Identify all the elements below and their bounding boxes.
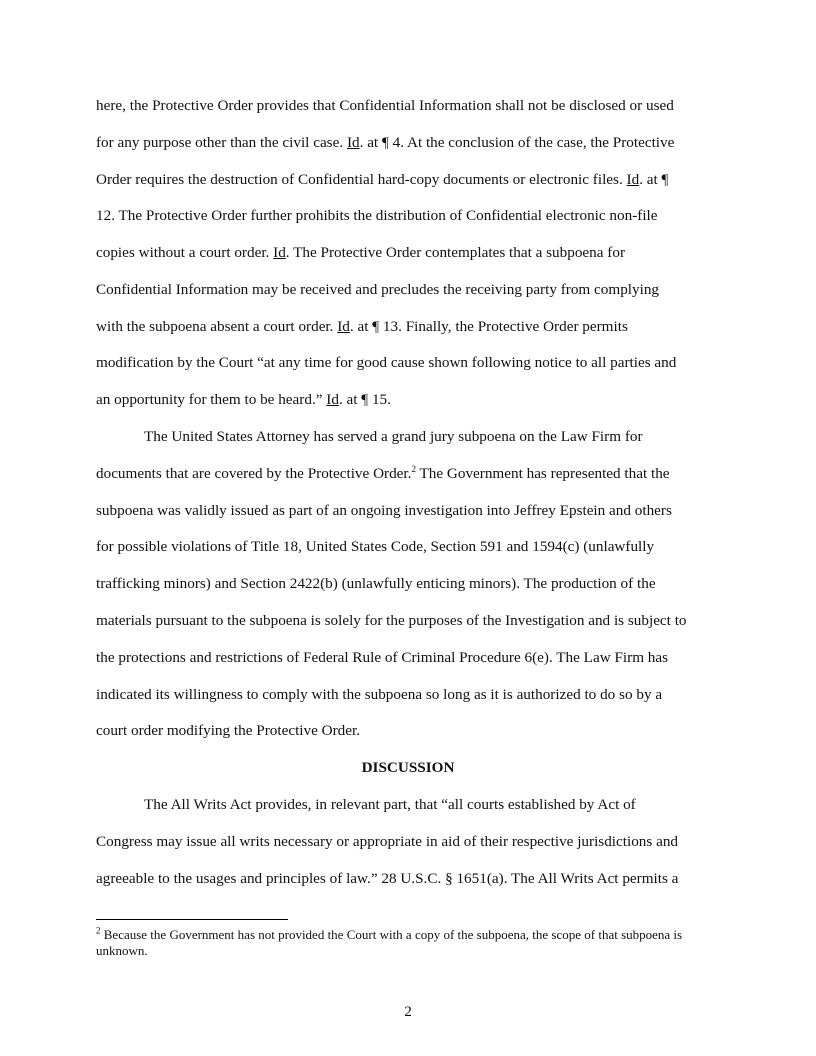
body-line: court order modifying the Protective Order. [96,722,361,739]
body-line: The United States Attorney has served a grand jury subpoena on the Law Firm for [144,428,643,445]
text-run: copies without a court order. [96,244,274,261]
text-run: for any purpose other than the civil case. [96,134,347,151]
citation-id: Id [273,244,286,261]
text-run: The Government has represented that the [415,465,670,482]
body-line: materials pursuant to the subpoena is solely for the purposes of the Investigation and is subject to [96,612,687,629]
citation-id: Id [626,171,640,188]
text-run: . at ¶ 13. Finally, the Protective Order permits [349,318,628,335]
body-line: for possible violations of Title 18, United States Code, Section 591 and 1594(c) (unlawfully [96,538,655,555]
body-line: Congress may issue all writs necessary or appropriate in aid of their respective jurisdictions and [96,833,679,850]
text-run: . at ¶ [639,171,669,188]
footnote [96,927,706,959]
body-line: 12. The Protective Order further prohibits the distribution of Confidential electronic non-file [96,207,658,224]
body-line: The All Writs Act provides, in relevant part, that “all courts established by Act of [144,796,636,813]
text-run: with the subpoena absent a court order. [96,318,338,335]
body-line: Confidential Information may be received and precludes the receiving party from complying [96,281,660,298]
citation-id: Id [346,134,360,151]
section-heading: DISCUSSION [361,759,455,776]
text-run: . at ¶ 15. [338,391,391,408]
body-line: modification by the Court “at any time for good cause shown following notice to all parties and [96,354,677,371]
body-line: agreeable to the usages and principles of law.” 28 U.S.C. § 1651(a). The All Writs Act permits a [96,870,679,887]
body-line: here, the Protective Order provides that Confidential Information shall not be disclosed or used [96,97,674,114]
body-line [96,134,674,152]
text-run: an opportunity for them to be heard.” [96,391,327,408]
text-run: . The Protective Order contemplates that a subpoena for [285,244,626,261]
body-line: the protections and restrictions of Federal Rule of Criminal Procedure 6(e). The Law Firm has [96,649,669,666]
body-line [96,171,668,189]
body-line [96,391,391,409]
footnote-divider [96,919,288,920]
citation-id: Id [326,391,339,408]
body-line: subpoena was validly issued as part of an ongoing investigation into Jeffrey Epstein and others [96,502,672,519]
body-line: trafficking minors) and Section 2422(b) (unlawfully enticing minors). The production of the [96,575,656,592]
footnote-marker: 2 [96,925,101,936]
body-line [96,318,628,336]
body-line [96,244,625,262]
citation-id: Id [337,318,350,335]
text-run: . at ¶ 4. At the conclusion of the case, the Protective [359,134,675,151]
page-number: 2 [404,1003,412,1020]
text-run: documents that are covered by the Protective Order. [96,465,412,482]
text-run: Order requires the destruction of Confidential hard-copy documents or electronic files. [96,171,627,188]
body-line [96,465,670,483]
body-line: indicated its willingness to comply with the subpoena so long as it is authorized to do so by a [96,686,663,703]
footnote-text: Because the Government has not provided the Court with a copy of the subpoena, the scope of that subpoena is unknown. [96,927,683,958]
footnote-reference[interactable]: 2 [411,463,416,474]
